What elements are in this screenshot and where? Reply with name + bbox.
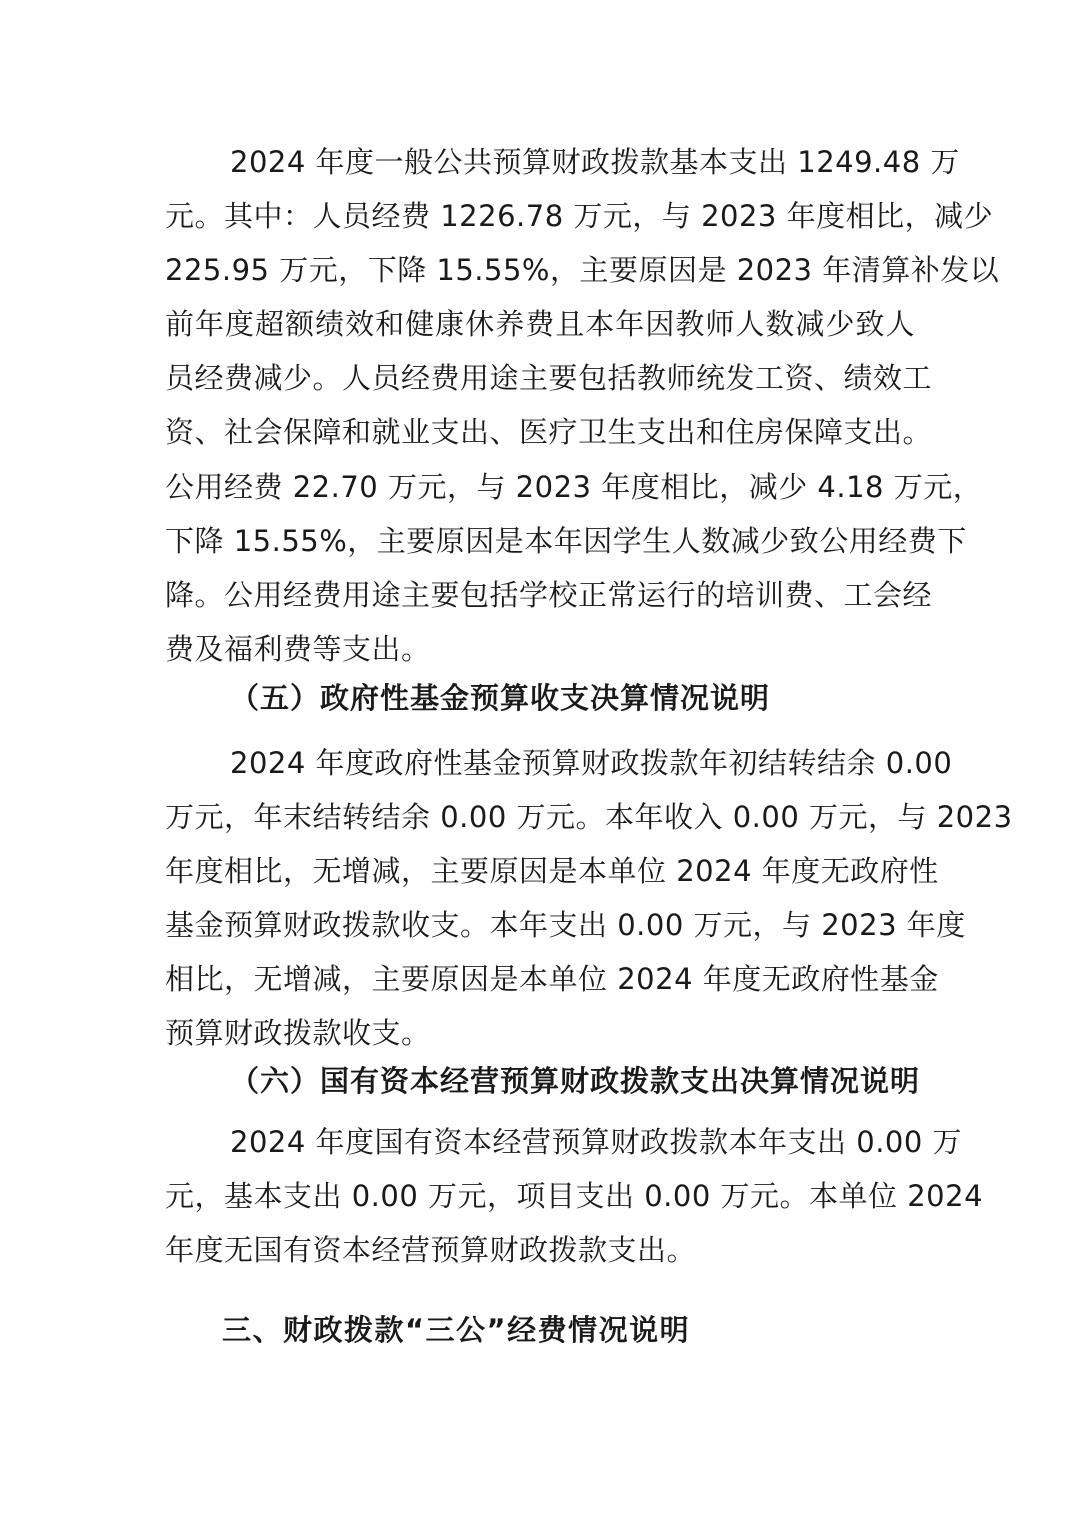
- paragraph-line: 2024 年度国有资本经营预算财政拨款本年支出 0.00 万: [230, 1125, 963, 1159]
- paragraph-line: 前年度超额绩效和健康休养费且本年因教师人数减少致人: [165, 307, 915, 341]
- paragraph-line: 资、社会保障和就业支出、医疗卫生支出和住房保障支出。: [165, 415, 933, 449]
- paragraph-line: 下降 15.55%，主要原因是本年因学生人数减少致公用经费下: [165, 524, 967, 558]
- paragraph-line: 万元，年末结转结余 0.00 万元。本年收入 0.00 万元，与 2023: [165, 800, 1013, 834]
- paragraph-line: 元。其中：人员经费 1226.78 万元，与 2023 年度相比，减少: [165, 199, 994, 233]
- paragraph-line: 公用经费 22.70 万元，与 2023 年度相比，减少 4.18 万元，: [165, 470, 983, 504]
- paragraph-line: 元，基本支出 0.00 万元，项目支出 0.00 万元。本单位 2024: [165, 1179, 984, 1213]
- section-heading-5: （五）政府性基金预算收支决算情况说明: [230, 681, 771, 715]
- paragraph-line: 2024 年度一般公共预算财政拨款基本支出 1249.48 万: [230, 145, 960, 179]
- paragraph-line: 基金预算财政拨款收支。本年支出 0.00 万元，与 2023 年度: [165, 908, 966, 942]
- paragraph-line: 年度无国有资本经营预算财政拨款支出。: [165, 1233, 697, 1267]
- paragraph-line: 降。公用经费用途主要包括学校正常运行的培训费、工会经: [165, 578, 933, 612]
- paragraph-line: 2024 年度政府性基金预算财政拨款年初结转结余 0.00: [230, 746, 953, 780]
- section-heading-6: （六）国有资本经营预算财政拨款支出决算情况说明: [230, 1064, 921, 1098]
- paragraph-line: 预算财政拨款收支。: [165, 1016, 431, 1050]
- paragraph-line: 225.95 万元，下降 15.55%，主要原因是 2023 年清算补发以: [165, 253, 1000, 287]
- paragraph-line: 费及福利费等支出。: [165, 632, 431, 666]
- section-heading-3: 三、财政拨款“三公”经费情况说明: [222, 1313, 691, 1347]
- paragraph-line: 年度相比，无增减，主要原因是本单位 2024 年度无政府性: [165, 854, 939, 888]
- paragraph-line: 员经费减少。人员经费用途主要包括教师统发工资、绩效工: [165, 361, 933, 395]
- paragraph-line: 相比，无增减，主要原因是本单位 2024 年度无政府性基金: [165, 962, 939, 996]
